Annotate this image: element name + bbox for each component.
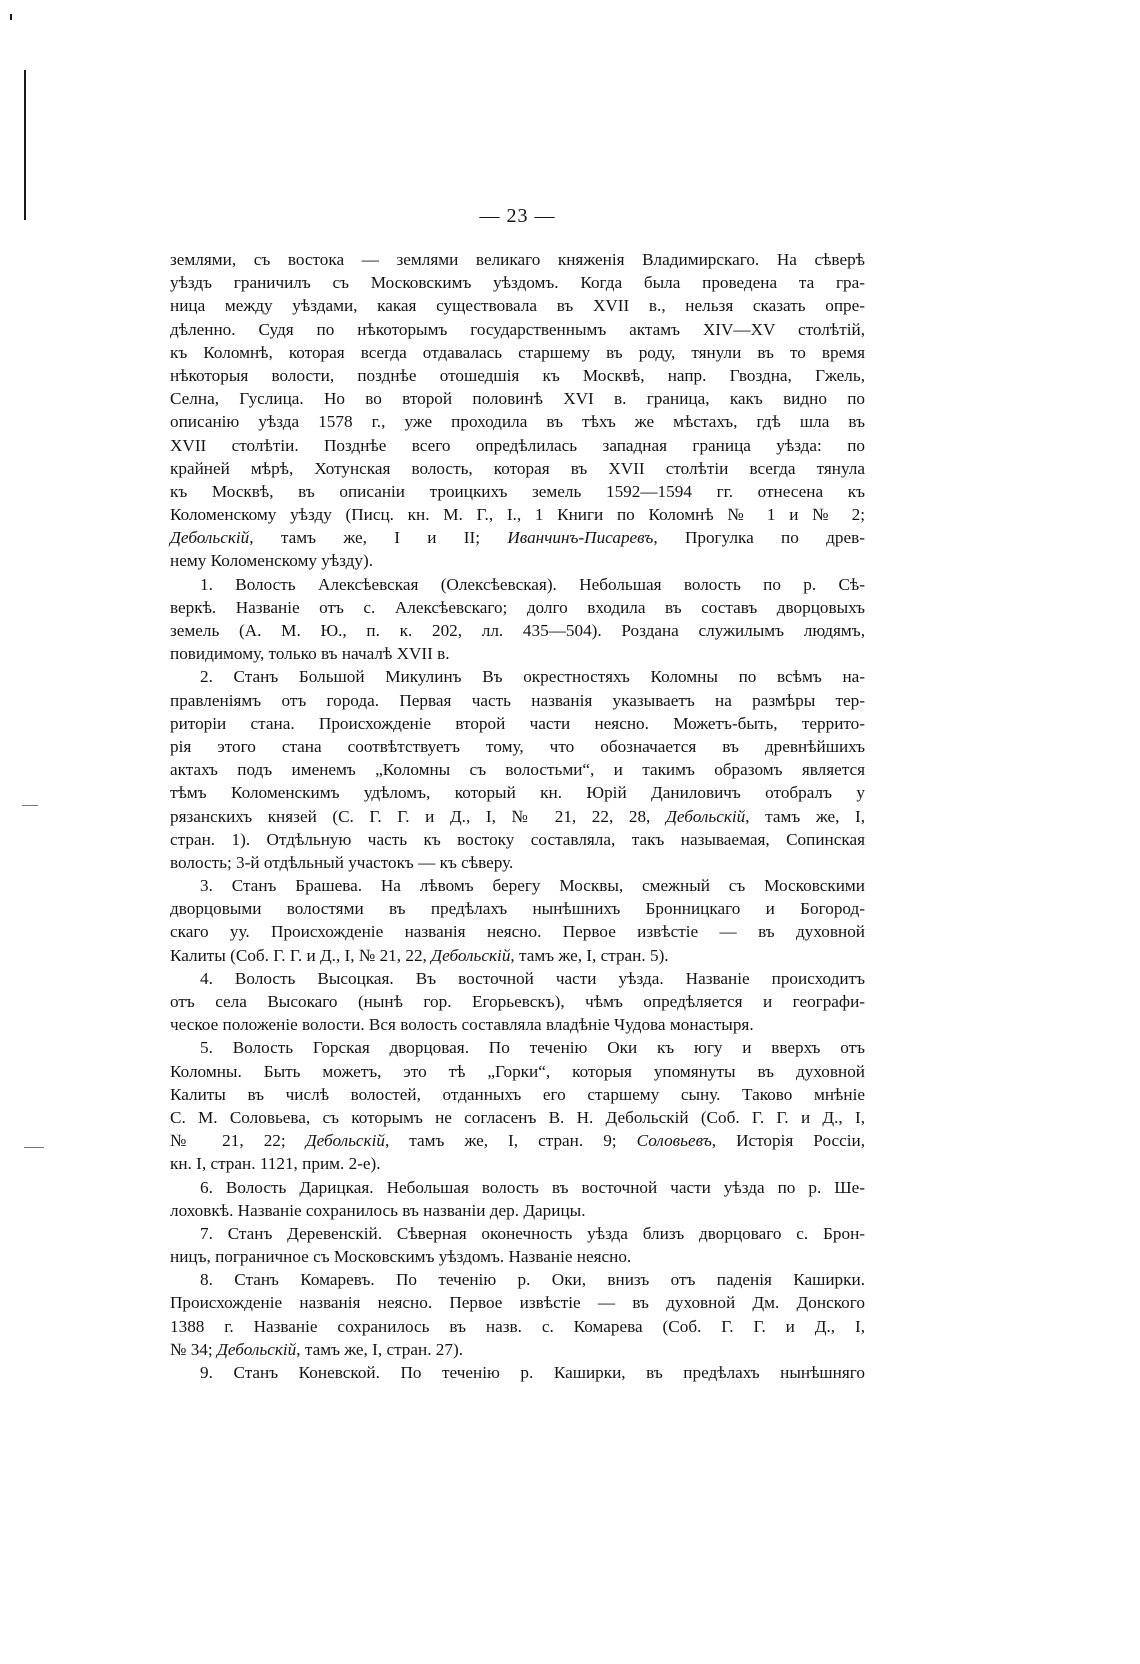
text-segment: тѣмъ Коломенскимъ удѣломъ, который кн. Юрій Даниловичъ отобралъ у: [170, 783, 865, 803]
text-line: [170, 271, 865, 294]
text-line: [170, 944, 865, 967]
italic-author-name: Дебольскій: [305, 1131, 385, 1151]
text-line: [170, 410, 865, 433]
italic-author-name: Дебольскій: [431, 945, 511, 965]
text-segment: кн. I, стран. 1121, прим. 2-е).: [170, 1154, 381, 1174]
text-segment: къ Москвѣ, въ описаніи троицкихъ земель 1592—1594 гг. отнесена къ: [170, 481, 865, 501]
text-segment: № 34;: [170, 1339, 217, 1359]
text-line: [170, 364, 865, 387]
text-segment: 9. Станъ Коневской. По теченію р. Каширки, въ предѣлахъ нынѣшняго: [200, 1363, 865, 1382]
text-line: [170, 1060, 865, 1083]
text-segment: дѣленно. Судя по нѣкоторымъ государственнымъ актамъ XIV—XV столѣтій,: [170, 319, 865, 339]
text-segment: актахъ подъ именемъ „Коломны съ волостьми“, и такимъ образомъ является: [170, 760, 865, 780]
text-segment: 6. Волость Дарицкая. Небольшая волость въ восточной части уѣзда по р. Ше-: [200, 1177, 865, 1197]
text-segment: 1388 г. Названіе сохранилось въ назв. с. Комарева (Соб. Г. Г. и Д., I,: [170, 1316, 865, 1336]
text-segment: дворцовыми волостями въ предѣлахъ нынѣшнихъ Бронницкаго и Богород-: [170, 899, 865, 919]
scan-dash: [24, 1147, 44, 1148]
text-segment: Калиты (Соб. Г. Г. и Д., I, № 21, 22,: [170, 945, 432, 965]
page-number: — 23 —: [479, 205, 556, 227]
text-line: [170, 526, 865, 549]
text-segment: 4. Волость Высоцкая. Въ восточной части уѣзда. Названіе происходитъ: [200, 968, 865, 988]
text-line: [170, 596, 865, 619]
text-segment: ница между уѣздами, какая существовала въ XVII в., нельзя сказать опре-: [170, 296, 865, 316]
text-line: [170, 781, 865, 804]
text-segment: , тамъ же, I,: [745, 806, 865, 826]
text-segment: , тамъ же, I и II;: [249, 528, 508, 548]
text-segment: 5. Волость Горская дворцовая. По теченію Оки къ югу и вверхъ отъ: [200, 1038, 865, 1058]
text-line: [170, 712, 865, 735]
text-segment: скаго уу. Происхожденіе названія неясно. Первое извѣстіе — въ духовной: [170, 922, 865, 942]
text-line: [170, 665, 865, 688]
text-line: [170, 1338, 865, 1361]
text-line: [170, 619, 865, 642]
text-line: [170, 1199, 865, 1222]
text-line: [170, 341, 865, 364]
text-segment: рія этого стана соотвѣтствуетъ тому, что обозначается въ древнѣйшихъ: [170, 736, 865, 756]
text-line: [170, 735, 865, 758]
text-line: [170, 805, 865, 828]
scan-dot: [10, 14, 12, 20]
text-line: [170, 318, 865, 341]
text-line: [170, 1083, 865, 1106]
text-segment: нѣкоторыя волости, позднѣе отошедшія къ Москвѣ, напр. Гвоздна, Гжель,: [170, 365, 865, 385]
text-segment: , Прогулка по древ-: [653, 528, 865, 548]
italic-author-name: Иванчинъ-Писаревъ: [507, 528, 654, 548]
text-line: [170, 1129, 865, 1152]
text-segment: описанію уѣзда 1578 г., уже проходила въ тѣхъ же мѣстахъ, гдѣ шла въ: [170, 412, 865, 432]
text-line: [170, 642, 865, 665]
text-segment: С. М. Соловьева, съ которымъ не согласенъ В. Н. Дебольскій (Соб. Г. Г. и Д., I,: [170, 1107, 865, 1127]
text-segment: уѣздъ граничилъ съ Московскимъ уѣздомъ. Когда была проведена та гра-: [170, 273, 865, 293]
page-body-text: [170, 248, 865, 1384]
text-line: [170, 1291, 865, 1314]
text-line: [170, 1036, 865, 1059]
text-segment: , тамъ же, I, стран. 5).: [510, 945, 669, 965]
text-line: [170, 897, 865, 920]
text-line: [170, 758, 865, 781]
italic-author-name: Дебольскій: [170, 528, 250, 548]
text-line: [170, 920, 865, 943]
italic-author-name: Дебольскій: [665, 806, 746, 826]
text-segment: правленіямъ отъ города. Первая часть названія указываетъ на размѣры тер-: [170, 690, 865, 710]
text-line: [170, 1176, 865, 1199]
text-segment: ческое положеніе волости. Вся волость составляла владѣніе Чудова монастыря.: [170, 1015, 754, 1035]
text-line: [170, 503, 865, 526]
italic-author-name: Дебольскій: [216, 1339, 297, 1359]
text-segment: Селна, Гуслица. Но во второй половинѣ XVI в. граница, какъ видно по: [170, 389, 865, 409]
scan-edge-line: [24, 70, 26, 220]
text-segment: 3. Станъ Брашева. На лѣвомъ берегу Москвы, смежный съ Московскими: [200, 876, 865, 896]
text-segment: 7. Станъ Деревенскій. Сѣверная оконечность уѣзда близъ дворцоваго с. Брон-: [200, 1223, 865, 1243]
text-segment: стран. 1). Отдѣльную часть къ востоку составляла, такъ называемая, Сопинская: [170, 829, 865, 849]
text-line: [170, 1013, 865, 1036]
text-segment: 2. Станъ Большой Микулинъ Въ окрестностяхъ Коломны по всѣмъ на-: [200, 667, 865, 687]
text-segment: XVII столѣтіи. Позднѣе всего опредѣлилась западная граница уѣзда: по: [170, 435, 865, 455]
text-segment: № 21, 22;: [170, 1131, 306, 1151]
text-line: [170, 294, 865, 317]
text-line: [170, 1152, 865, 1175]
text-line: [170, 480, 865, 503]
text-segment: крайней мѣрѣ, Хотунская волость, которая въ XVII столѣтіи всегда тянула: [170, 458, 865, 478]
text-segment: Коломенскому уѣзду (Писц. кн. М. Г., I., 1 Книги по Коломнѣ № 1 и № 2;: [170, 505, 865, 525]
text-line: [170, 828, 865, 851]
text-line: [170, 1315, 865, 1338]
text-line: [170, 549, 865, 572]
text-segment: Происхожденіе названія неясно. Первое извѣстіе — въ духовной Дм. Донского: [170, 1293, 865, 1313]
text-line: [170, 967, 865, 990]
text-segment: лоховкѣ. Названіе сохранилось въ названіи дер. Дарицы.: [170, 1200, 586, 1220]
text-line: [170, 1222, 865, 1245]
text-segment: нему Коломенскому уѣзду).: [170, 551, 374, 571]
text-line: [170, 851, 865, 874]
text-segment: Калиты въ числѣ волостей, отданныхъ его старшему сыну. Таково мнѣніе: [170, 1084, 865, 1104]
text-segment: отъ села Высокаго (нынѣ гор. Егорьевскъ), чѣмъ опредѣляется и географи-: [170, 992, 865, 1011]
text-segment: , тамъ же, I, стран. 9;: [384, 1131, 637, 1151]
text-line: [170, 457, 865, 480]
text-line: [170, 1361, 865, 1384]
text-line: [170, 990, 865, 1013]
scan-dash: [22, 805, 38, 806]
text-segment: риторіи стана. Происхожденіе второй части неясно. Можетъ-быть, террито-: [170, 713, 865, 733]
text-segment: Коломны. Быть можетъ, это тѣ „Горки“, которыя упомянуты въ духовной: [170, 1061, 865, 1081]
text-line: [170, 387, 865, 410]
text-segment: ницъ, пограничное съ Московскимъ уѣздомъ. Названіе неясно.: [170, 1247, 632, 1267]
text-segment: землями, съ востока — землями великаго княженія Владимирскаго. На сѣверѣ: [170, 250, 865, 269]
text-line: [170, 573, 865, 596]
text-line: [170, 1268, 865, 1291]
text-line: [170, 248, 865, 271]
text-line: [170, 1245, 865, 1268]
text-line: [170, 434, 865, 457]
text-segment: 8. Станъ Комаревъ. По теченію р. Оки, внизъ отъ паденія Каширки.: [200, 1270, 865, 1290]
text-line: [170, 689, 865, 712]
text-segment: , Исторія Россіи,: [711, 1131, 865, 1151]
text-segment: , тамъ же, I, стран. 27).: [296, 1339, 464, 1359]
text-segment: веркѣ. Названіе отъ с. Алексѣевскаго; долго входила въ составъ дворцовыхъ: [170, 597, 865, 617]
text-line: [170, 874, 865, 897]
text-segment: къ Коломнѣ, которая всегда отдавалась старшему въ роду, тянули въ то время: [170, 342, 865, 362]
italic-author-name: Соловьевъ: [636, 1131, 712, 1151]
text-segment: волость; 3-й отдѣльный участокъ — къ сѣверу.: [170, 852, 514, 872]
text-segment: 1. Волость Алексѣевская (Олексѣевская). Небольшая волость по р. Сѣ-: [200, 574, 865, 594]
text-segment: повидимому, только въ началѣ XVII в.: [170, 644, 450, 664]
text-line: [170, 1106, 865, 1129]
text-segment: земель (А. М. Ю., п. к. 202, лл. 435—504). Роздана служилымъ людямъ,: [170, 621, 865, 640]
text-segment: рязанскихъ князей (С. Г. Г. и Д., I, № 21, 22, 28,: [170, 806, 666, 826]
